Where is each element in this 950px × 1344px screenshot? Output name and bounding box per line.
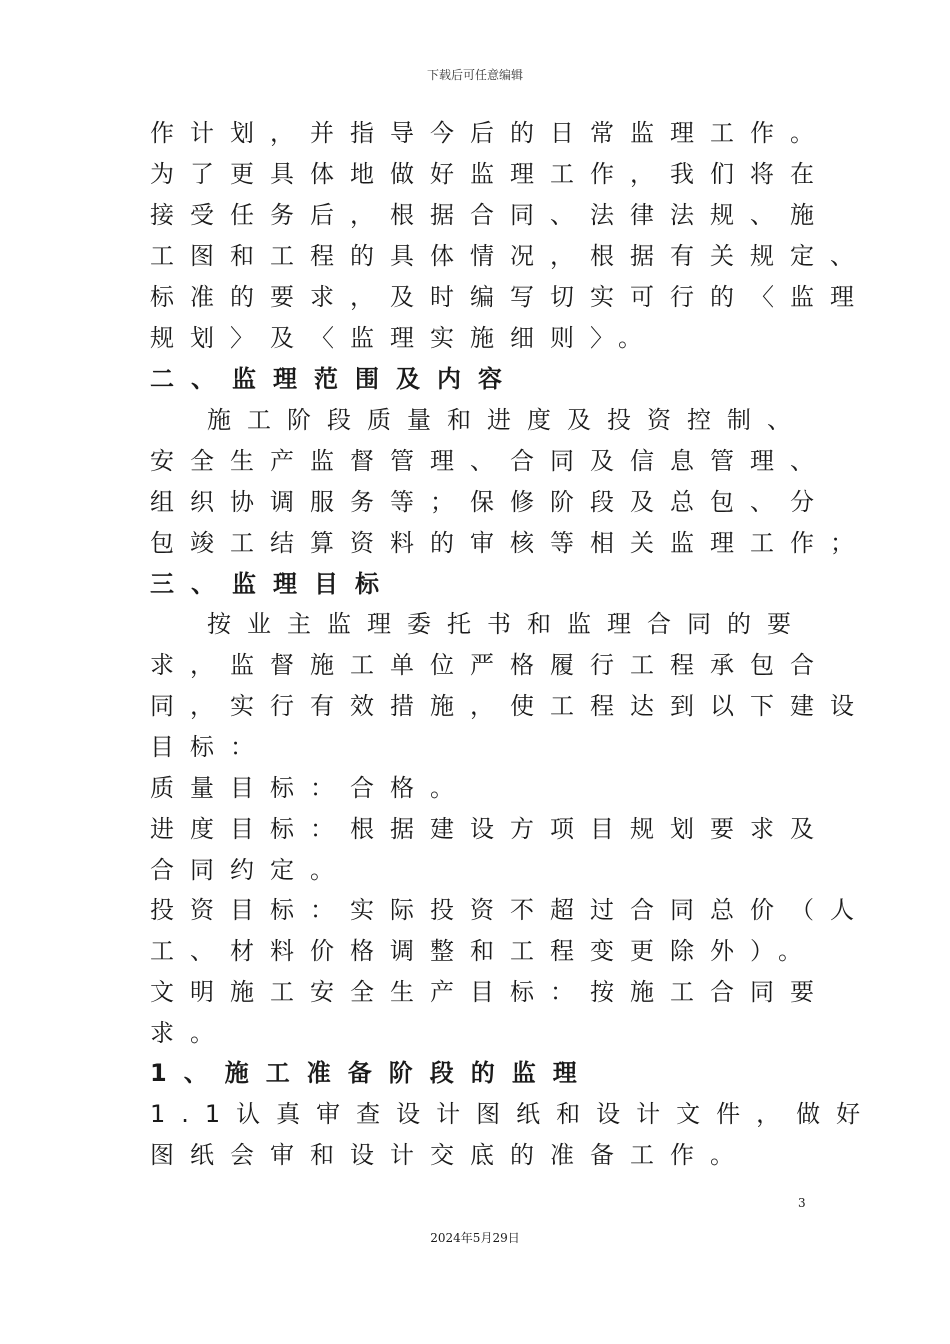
body-text-line: 工图和工程的具体情况，根据有关规定、 [150,242,870,270]
body-text-line: 同，实行有效措施，使工程达到以下建设 [150,692,870,720]
body-text-line: 包竣工结算资料的审核等相关监理工作； [150,529,870,557]
body-text-line: 为了更具体地做好监理工作，我们将在 [150,160,830,188]
body-text-line: 图纸会审和设计交底的准备工作。 [150,1141,750,1169]
section-heading: 三、监理目标 [150,570,396,598]
body-text-line: 合同约定。 [150,856,350,884]
body-text-line: 组织协调服务等；保修阶段及总包、分 [150,488,830,516]
body-text-line: 进度目标：根据建设方项目规划要求及 [150,815,830,843]
body-text-line: 作计划，并指导今后的日常监理工作。 [150,119,830,147]
body-text-line: 规划〉及〈监理实施细则〉。 [150,324,658,352]
body-text-line: 按业主监理委托书和监理合同的要 [207,610,807,638]
body-text-line: 标准的要求，及时编写切实可行的〈监理 [150,283,870,311]
body-text-line: 工、材料价格调整和工程变更除外）。 [150,937,818,965]
page-number: 3 [798,1196,806,1210]
body-text-line: 质量目标：合格。 [150,774,470,802]
footer-date: 2024年5月29日 [430,1231,520,1245]
body-text-line: 文明施工安全生产目标：按施工合同要 [150,978,830,1006]
body-text-line: 求，监督施工单位严格履行工程承包合 [150,651,830,679]
body-text-line: 接受任务后，根据合同、法律法规、施 [150,201,830,229]
body-text-line: 目标： [150,733,270,761]
section-heading: 1、施工准备阶段的监理 [150,1059,594,1087]
section-heading: 二、监理范围及内容 [150,365,519,393]
body-text-line: 投资目标：实际投资不超过合同总价（人 [150,896,870,924]
body-text-line: 求。 [150,1019,230,1047]
page-header: 下载后可任意编辑 [426,68,523,82]
body-text-line: 安全生产监督管理、合同及信息管理、 [150,447,830,475]
body-text-line: 施工阶段质量和进度及投资控制、 [207,406,807,434]
body-text-line: 1.1认真审查设计图纸和设计文件，做好 [150,1100,877,1128]
